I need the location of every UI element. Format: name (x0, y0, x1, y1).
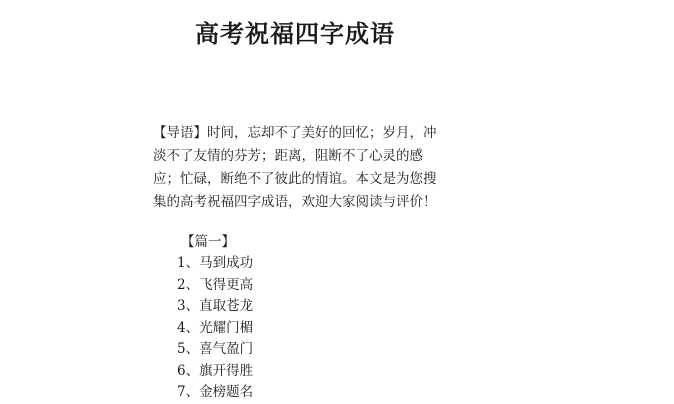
list-item: 4、光耀门楣 (177, 319, 254, 336)
list-item: 5、喜气盈门 (177, 341, 254, 357)
section-heading: 【篇一】 (181, 234, 235, 250)
list-item: 2、飞得更高 (177, 276, 254, 293)
list-item: 3、直取苍龙 (177, 298, 254, 314)
intro-paragraph: 【导语】时间，忘却不了美好的回忆；岁月，冲淡不了友情的芬芳；距离，阻断不了心灵的感应；忙碌，断绝不了彼此的情谊。本文是为您搜集的高考祝福四字成语，欢迎大家阅读与评价！ (153, 125, 437, 210)
list-item: 1、马到成功 (177, 255, 254, 271)
list-item: 6、旗开得胜 (177, 362, 254, 379)
idiom-list (177, 253, 253, 404)
document-title: 高考祝福四字成语 (195, 20, 395, 48)
list-item: 7、金榜题名 (177, 384, 254, 400)
